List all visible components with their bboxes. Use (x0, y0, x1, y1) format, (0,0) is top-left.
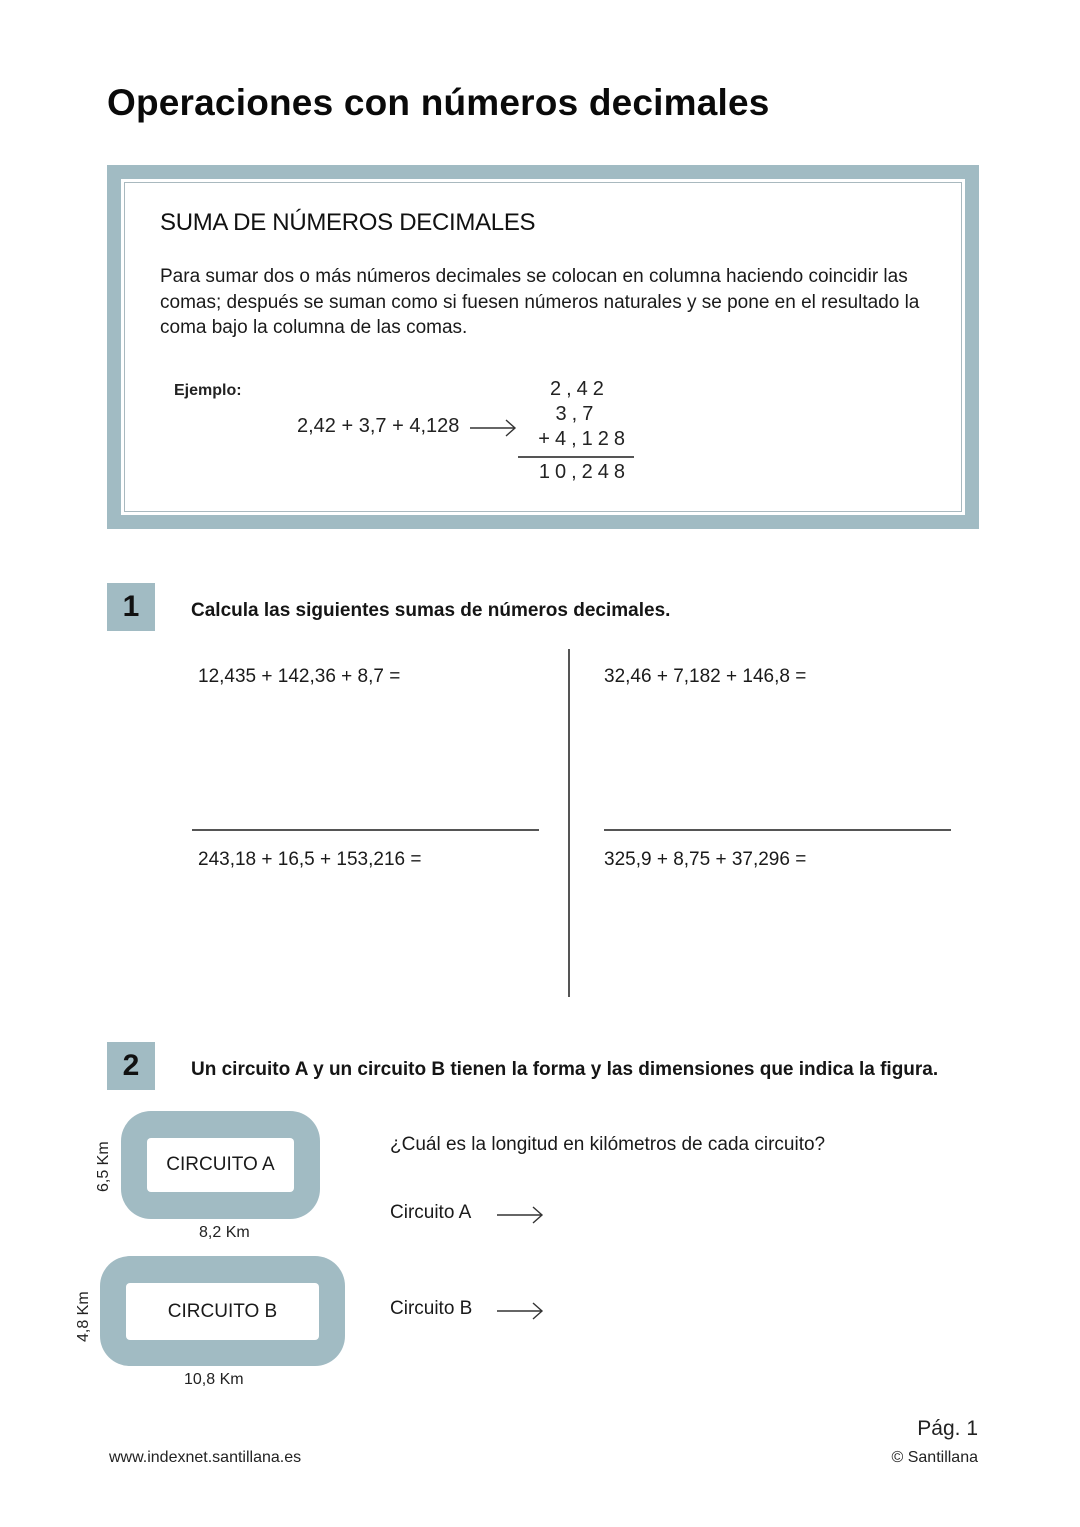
long-right-arrow-icon (496, 1300, 544, 1327)
answer-label-a: Circuito A (390, 1202, 472, 1223)
example-label: Ejemplo: (174, 382, 242, 399)
exercise-title: Calcula las siguientes sumas de números decimales. (191, 600, 671, 621)
page-title: Operaciones con números decimales (107, 82, 770, 123)
column-row-3: +4,128 (538, 428, 630, 450)
exercise-number-badge: 1 (107, 583, 155, 631)
column-result: 10,248 (538, 461, 630, 483)
column-row-1: 2,42 (549, 378, 630, 400)
operation-3: 243,18 + 16,5 + 153,216 = (198, 849, 422, 870)
circuit-a-height: 6,5 Km (95, 1141, 112, 1192)
long-right-arrow-icon (496, 1204, 544, 1231)
long-right-arrow-icon (469, 417, 517, 444)
circuit-a-width: 8,2 Km (199, 1224, 250, 1241)
theory-heading: SUMA DE NÚMEROS DECIMALES (160, 209, 536, 236)
divider-horizontal-right (604, 829, 951, 831)
divider-vertical (568, 649, 570, 997)
circuit-a-label: CIRCUITO A (147, 1138, 294, 1192)
answer-label-b: Circuito B (390, 1298, 473, 1319)
operation-1: 12,435 + 142,36 + 8,7 = (198, 666, 401, 687)
operation-4: 325,9 + 8,75 + 37,296 = (604, 849, 807, 870)
question-text: ¿Cuál es la longitud en kilómetros de cada circuito? (390, 1134, 826, 1155)
exercise-number-badge: 2 (107, 1042, 155, 1090)
theory-text: Para sumar dos o más números decimales se colocan en columna haciendo coincidir las comas; después se suman como si fuesen números naturales y se pone en el resultado la coma bajo la columna de las comas. (160, 266, 920, 338)
circuit-b-width: 10,8 Km (184, 1371, 244, 1388)
circuit-b-height: 4,8 Km (75, 1291, 92, 1342)
example-expression: 2,42 + 3,7 + 4,128 (297, 415, 460, 437)
operation-2: 32,46 + 7,182 + 146,8 = (604, 666, 807, 687)
footer-url[interactable]: www.indexnet.santillana.es (109, 1449, 302, 1466)
page-number: Pág. 1 (917, 1417, 978, 1440)
sum-rule (518, 456, 634, 458)
footer-copyright: © Santillana (891, 1449, 978, 1466)
circuit-b-label: CIRCUITO B (126, 1283, 319, 1340)
exercise-title: Un circuito A y un circuito B tienen la forma y las dimensiones que indica la figura. (191, 1059, 939, 1080)
column-row-2: 3,7 (555, 403, 630, 425)
divider-horizontal-left (192, 829, 539, 831)
